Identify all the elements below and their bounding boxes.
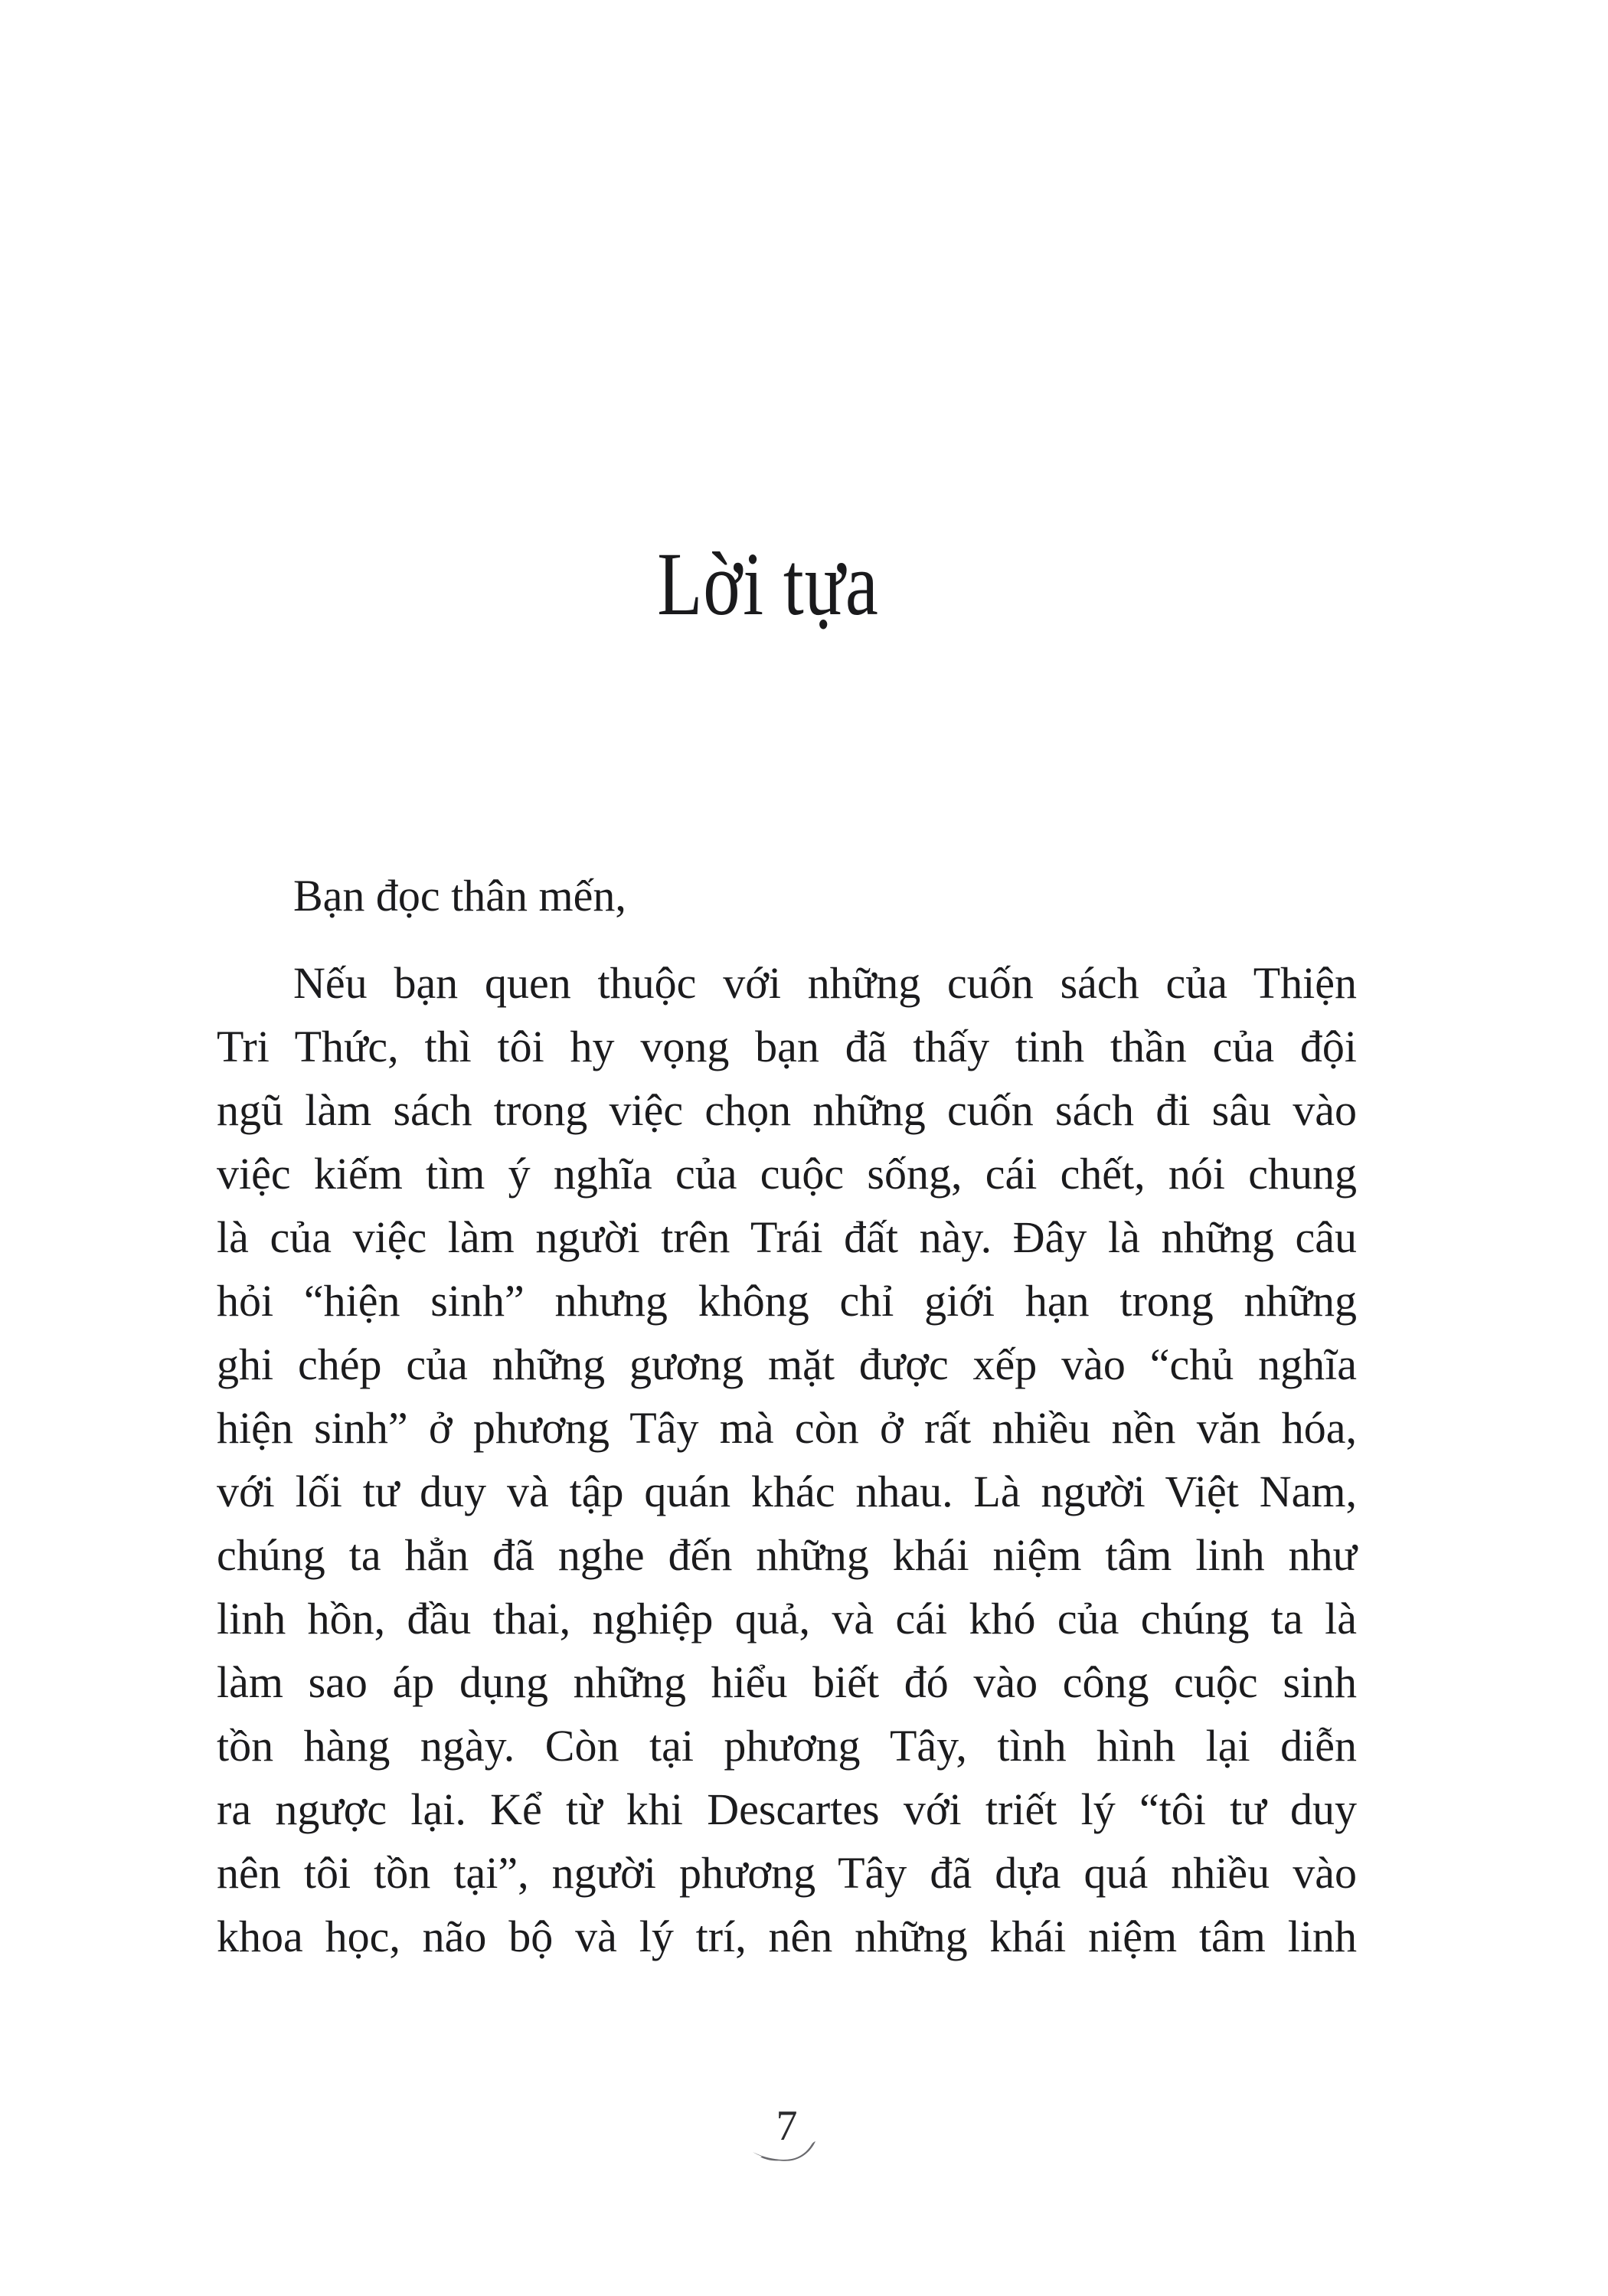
text-line: nên tôi tồn tại”, người phương Tây đã dựa quá nhiều vào xyxy=(217,1848,1357,1898)
text-line: hiện sinh” ở phương Tây mà còn ở rất nhiều nền văn hóa, xyxy=(217,1403,1357,1453)
text-line: Nếu bạn quen thuộc với những cuốn sách của Thiện xyxy=(293,958,1357,1008)
text-line: là của việc làm người trên Trái đất này. Đây là những câu xyxy=(217,1212,1357,1262)
text-line: việc kiếm tìm ý nghĩa của cuộc sống, cái chết, nói chung xyxy=(217,1149,1357,1199)
text-line: ngũ làm sách trong việc chọn những cuốn sách đi sâu vào xyxy=(217,1085,1357,1135)
body-text xyxy=(217,864,1357,1968)
text-line: với lối tư duy và tập quán khác nhau. Là người Việt Nam, xyxy=(217,1467,1357,1516)
text-line: hỏi “hiện sinh” nhưng không chỉ giới hạn trong những xyxy=(217,1276,1357,1326)
paragraph-main xyxy=(217,951,1357,1968)
text-line: ghi chép của những gương mặt được xếp vào “chủ nghĩa xyxy=(217,1339,1357,1389)
text-line: làm sao áp dụng những hiểu biết đó vào công cuộc sinh xyxy=(217,1657,1357,1707)
page-number: 7 xyxy=(776,2102,798,2150)
text-line: chúng ta hẳn đã nghe đến những khái niệm tâm linh như xyxy=(217,1530,1357,1580)
page-footer xyxy=(217,2101,1357,2193)
text-line: tồn hàng ngày. Còn tại phương Tây, tình hình lại diễn xyxy=(217,1721,1357,1771)
text-line: Bạn đọc thân mến, xyxy=(293,871,626,921)
text-line: khoa học, não bộ và lý trí, nên những khái niệm tâm linh xyxy=(217,1912,1357,1961)
chapter-title: Lời tựa xyxy=(657,534,879,634)
text-line: Tri Thức, thì tôi hy vọng bạn đã thấy tinh thần của đội xyxy=(217,1022,1357,1071)
page-number-flourish-icon xyxy=(752,2141,816,2164)
text-line: linh hồn, đầu thai, nghiệp quả, và cái khó của chúng ta là xyxy=(217,1594,1357,1644)
paragraph-salutation xyxy=(217,864,1357,927)
text-line: ra ngược lại. Kể từ khi Descartes với triết lý “tôi tư duy xyxy=(217,1784,1357,1834)
